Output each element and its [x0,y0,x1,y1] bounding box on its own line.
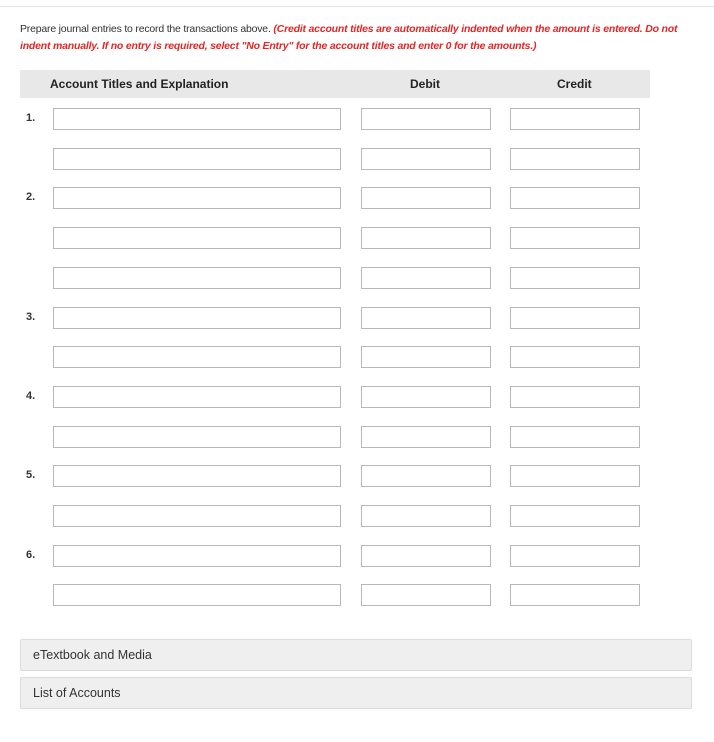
top-divider [0,6,714,7]
debit-input[interactable] [361,505,491,527]
debit-input[interactable] [361,267,491,289]
debit-input[interactable] [361,227,491,249]
entry-number: 5. [26,469,36,481]
account-title-input[interactable] [53,267,341,289]
debit-input[interactable] [361,386,491,408]
account-title-input[interactable] [53,108,341,130]
entry-number: 2. [26,191,36,203]
credit-header: Credit [557,77,592,91]
debit-header: Debit [410,77,440,91]
etextbook-media-label: eTextbook and Media [33,648,152,662]
account-title-input[interactable] [53,187,341,209]
debit-input[interactable] [361,426,491,448]
debit-input[interactable] [361,346,491,368]
account-title-input[interactable] [53,465,341,487]
debit-input[interactable] [361,584,491,606]
debit-input[interactable] [361,187,491,209]
credit-input[interactable] [510,267,640,289]
credit-input[interactable] [510,108,640,130]
account-title-input[interactable] [53,148,341,170]
debit-input[interactable] [361,465,491,487]
journal-table-header [20,70,650,98]
entry-number: 3. [26,311,36,323]
debit-input[interactable] [361,108,491,130]
account-title-input[interactable] [53,386,341,408]
instructions-note: (Credit account titles are automatically indented when the amount is entered. Do not indent manually. If no entry is required, select "No Entry" for the account titles and enter 0 for the amounts.) [20,23,678,52]
instructions-text: Prepare journal entries to record the transactions above. [20,23,271,35]
account-title-input[interactable] [53,227,341,249]
credit-input[interactable] [510,584,640,606]
credit-input[interactable] [510,227,640,249]
credit-input[interactable] [510,545,640,567]
debit-input[interactable] [361,545,491,567]
account-title-input[interactable] [53,307,341,329]
credit-input[interactable] [510,426,640,448]
credit-input[interactable] [510,505,640,527]
account-title-input[interactable] [53,545,341,567]
list-of-accounts-panel[interactable] [20,677,692,709]
credit-input[interactable] [510,148,640,170]
account-titles-header: Account Titles and Explanation [50,77,229,91]
account-title-input[interactable] [53,505,341,527]
list-of-accounts-label: List of Accounts [33,686,121,700]
credit-input[interactable] [510,346,640,368]
account-title-input[interactable] [53,346,341,368]
entry-number: 1. [26,112,36,124]
credit-input[interactable] [510,465,640,487]
entry-number: 4. [26,390,36,402]
credit-input[interactable] [510,386,640,408]
credit-input[interactable] [510,307,640,329]
account-title-input[interactable] [53,584,341,606]
entry-number: 6. [26,549,36,561]
debit-input[interactable] [361,148,491,170]
credit-input[interactable] [510,187,640,209]
etextbook-media-panel[interactable] [20,639,692,671]
instructions [20,21,680,55]
account-title-input[interactable] [53,426,341,448]
debit-input[interactable] [361,307,491,329]
